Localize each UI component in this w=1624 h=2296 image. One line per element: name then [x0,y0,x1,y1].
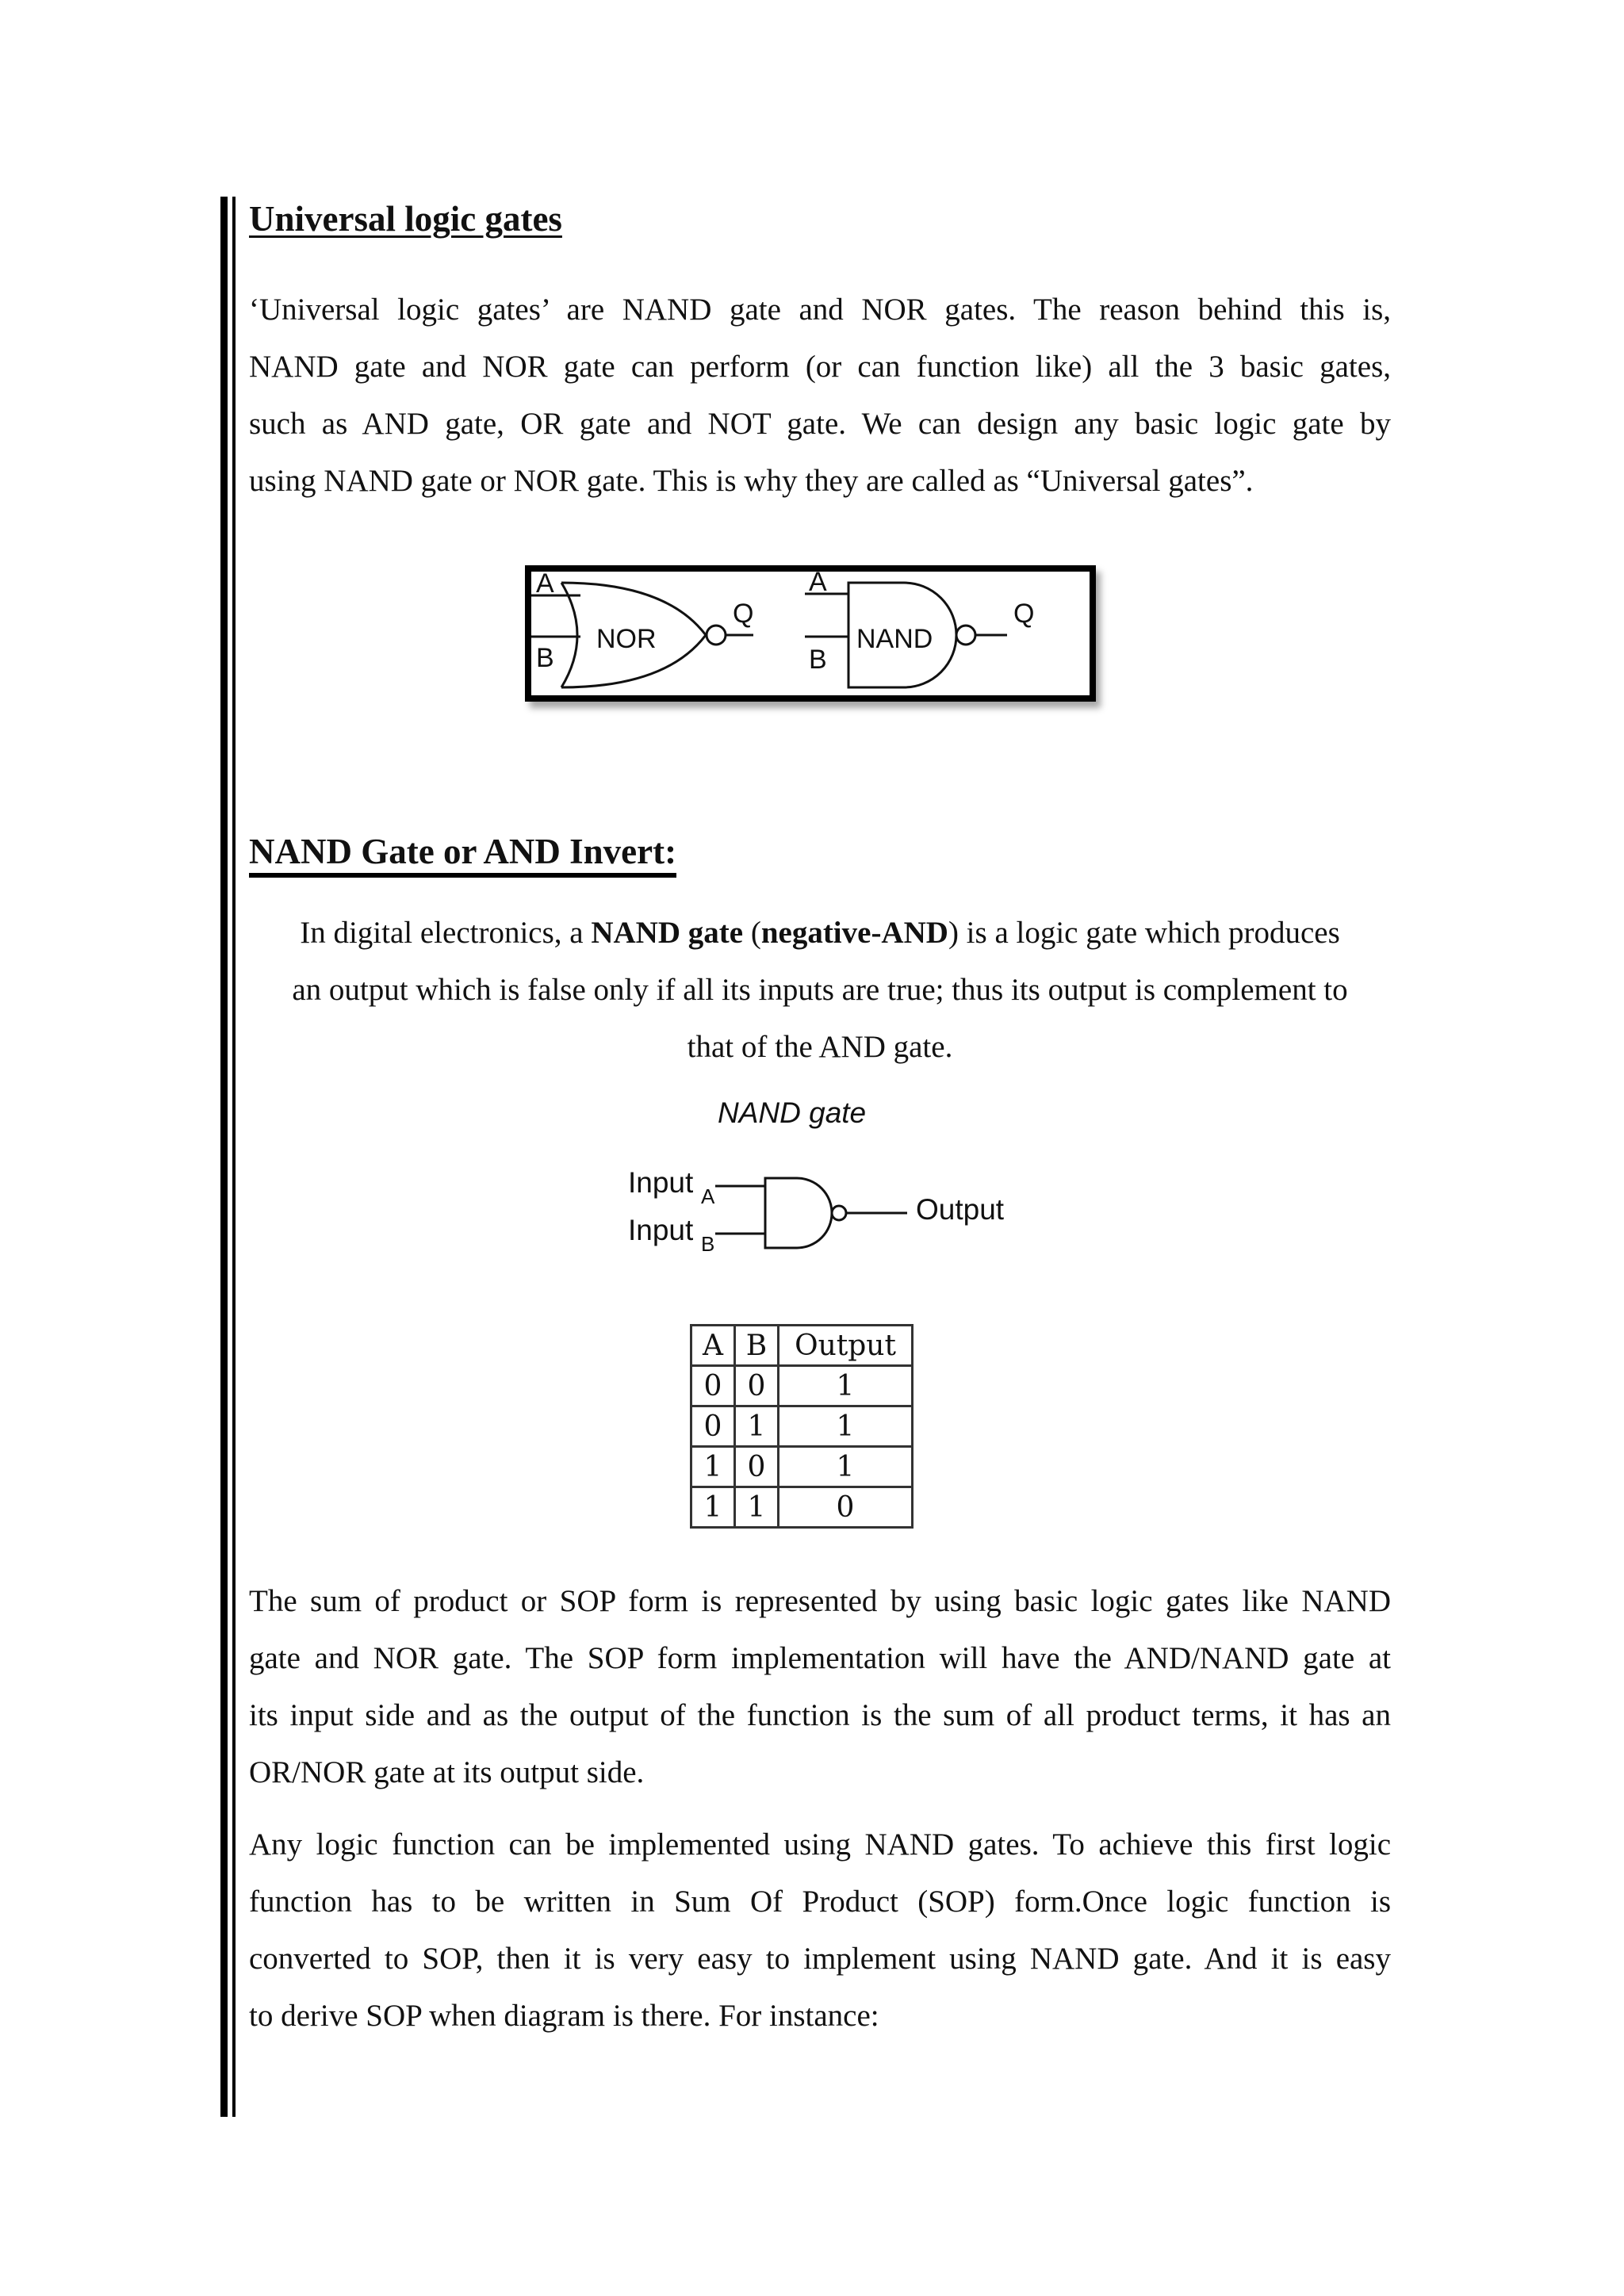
nand-gate-figure [619,1093,1031,1275]
input-a-subscript: A [701,1184,715,1208]
column-header: A [691,1326,735,1366]
paragraph-line: gate and NOR gate. The SOP form implementation will have the AND/NAND gate at [249,1641,1391,1675]
table-cell: 1 [735,1487,779,1528]
nor-output-label: Q [733,599,754,629]
table-row [691,1406,913,1447]
paragraph-line: OR/NOR gate at its output side. [249,1755,645,1789]
nor-nand-diagram [531,572,1090,695]
table-header-row [691,1326,913,1366]
table-cell: 1 [779,1406,913,1447]
paragraph-line: function has to be written in Sum Of Product (SOP) form.Once logic function is [249,1885,1391,1919]
nand-implementation-paragraph [249,1816,1391,2045]
nand-input-b-label: B [809,645,827,675]
table-cell: 0 [735,1447,779,1487]
table-cell: 1 [779,1366,913,1406]
paragraph-line: NAND gate and NOR gate can perform (or can function like) all the 3 basic gates, [249,350,1391,384]
nor-input-a-label: A [536,572,554,599]
table-cell: 0 [691,1406,735,1447]
input-b-label: Input [628,1214,694,1246]
margin-bar-thin [232,197,236,2117]
margin-bar-thick [220,197,228,2117]
paragraph-line: ‘Universal logic gates’ are NAND gate and NOR gates. The reason behind this is, [249,293,1391,327]
output-label: Output [916,1193,1005,1226]
section-title-nand-gate [249,831,676,878]
table-cell: 0 [735,1366,779,1406]
nand-input-a-label: A [809,572,827,597]
input-b-subscript: B [701,1232,715,1256]
paragraph-line: using NAND gate or NOR gate. This is why they are called as “Universal gates”. [249,464,1254,498]
section-title-text: NAND Gate or AND Invert: [249,832,676,875]
nand-definition-paragraph [249,905,1391,1076]
table-cell: 1 [735,1406,779,1447]
paragraph-line: that of the AND gate. [687,1030,953,1064]
bold-term-negative-and: negative-AND [760,916,948,950]
input-a-label: Input [628,1166,694,1199]
intro-paragraph [249,281,1391,510]
text-run: ( [743,916,761,950]
table-row [691,1447,913,1487]
column-header: B [735,1326,779,1366]
nand-output-label: Q [1013,599,1035,629]
text-run: In digital electronics, a [300,916,592,950]
paragraph-line: its input side and as the output of the function is the sum of all product terms, it has an [249,1698,1391,1732]
table-cell: 0 [779,1487,913,1528]
paragraph-line: Any logic function can be implemented using NAND gates. To achieve this first logic [249,1827,1391,1862]
bold-term-nand-gate: NAND gate [591,916,744,950]
paragraph-line: such as AND gate, OR gate and NOT gate. We can design any basic logic gate by [249,407,1391,441]
paragraph-line: to derive SOP when diagram is there. For instance: [249,1999,879,2033]
table-cell: 1 [691,1487,735,1528]
paragraph-line: The sum of product or SOP form is represented by using basic logic gates like NAND [249,1584,1391,1618]
table-cell: 1 [691,1447,735,1487]
sop-paragraph [249,1573,1391,1801]
table-cell: 0 [691,1366,735,1406]
text-run: ) is a logic gate which produces [948,916,1340,950]
table-row [691,1366,913,1406]
nor-nand-figure [525,565,1096,702]
table-row [691,1487,913,1528]
section-title-universal-gates: Universal logic gates [249,199,562,239]
table-cell: 1 [779,1447,913,1487]
paragraph-line [249,905,1391,962]
nor-gate-label: NOR [596,624,657,654]
nor-input-b-label: B [536,643,554,673]
nand-gate-label: NAND [856,624,933,654]
paragraph-line: an output which is false only if all its inputs are true; thus its output is complement to [292,973,1348,1007]
truth-table [690,1324,914,1529]
nand-figure-caption: NAND gate [718,1096,867,1129]
column-header: Output [779,1326,913,1366]
paragraph-line: converted to SOP, then it is very easy to implement using NAND gate. And it is easy [249,1942,1391,1976]
